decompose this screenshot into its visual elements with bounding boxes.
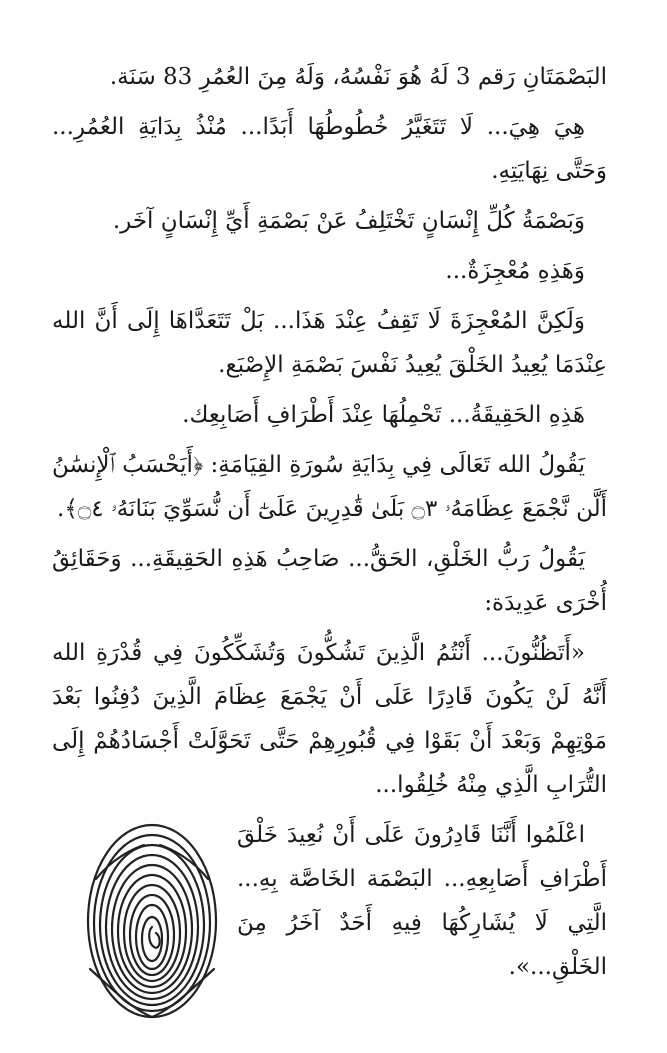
paragraph-8: يَقُولُ رَبُّ الخَلْقِ، الحَقُّ... صَاحِبُ هَذِهِ الحَقِيقَةِ... وَحَقَائِقُ أُخْرَى عَدِيدَة:: [52, 546, 607, 616]
paragraph-10: اعْلَمُوا أَنَّنَا قَادِرُونَ عَلَى أَنْ نُعِيدَ خَلْقَ أَطْرَافِ أَصَابِعِهِ... البَصْمَة الخَاصَّة بِهِ... الَّتِي لَا يُشَارِكُهَا فِيهِ أَحَدٌ آخَرُ مِنَ الخَلْقِ...».: [237, 822, 607, 980]
paragraph-9: «أَتَظُنُّونَ... أَنْتُمُ الَّذِينَ تَشُكُّونَ وَتُشَكِّكُونَ فِي قُدْرَةِ الله أَنَّهُ لَنْ يَكُونَ قَادِرًا عَلَى أَنْ يَجْمَعَ عِظَامَ الَّذِينَ دُفِنُوا بَعْدَ مَوْتِهِمْ وَبَعْدَ أَنْ بَقَوْا فِي قُبُورِهِمْ حَتَّى تَحَوَّلَتْ أَجْسَادُهُمْ إِلَى التُّرَابِ الَّذِي مِنْهُ خُلِقُوا...: [52, 640, 607, 798]
paragraph-3: وَبَصْمَةُ كُلِّ إِنْسَانٍ تَخْتَلِفُ عَنْ بَصْمَةِ أَيِّ إِنْسَانٍ آخَر.: [112, 208, 585, 234]
paragraph-6: هَذِهِ الحَقِيقَةُ... تَحْمِلُهَا عِنْدَ أَطْرَافِ أَصَابِعِك.: [182, 402, 585, 428]
fingerprint-block: [52, 813, 607, 1053]
paragraph-2: هِيَ هِيَ... لَا تَتَغَيَّرُ خُطُوطُهَا أَبَدًا... مُنْذُ بِدَايَةِ العُمُرِ... وَحَتَّى نِهَايَتِهِ.: [52, 114, 607, 184]
paragraph-5: وَلَكِنَّ المُعْجِزَةَ لَا تَقِفُ عِنْدَ هَذَا... بَلْ تَتَعَدَّاهَا إِلَى أَنَّ الله عِنْدَمَا يُعِيدُ الخَلْقَ يُعِيدُ نَفْسَ بَصْمَةِ الإِصْبَع.: [52, 308, 607, 378]
paragraph-4: وَهَذِهِ مُعْجِزَةٌ...: [445, 258, 585, 284]
paragraph-7: [52, 443, 607, 531]
fingerprint-icon: [82, 819, 222, 1024]
paragraph-1: البَصْمَتَانِ رَقم 3 لَهُ هُوَ نَفْسُهُ، وَلَهُ مِنَ العُمُرِ 83 سَنَة.: [109, 64, 607, 90]
quran-end: .: [57, 496, 65, 522]
page-text: [52, 55, 607, 1053]
quran-intro: يَقُولُ الله تَعَالَى فِي بِدَايَةِ سُورَةِ القِيَامَةِ:: [203, 452, 585, 478]
quran-verse: ﴿أَيَحْسَبُ ٱلْإِنسَٰنُ أَلَّن نَّجْمَعَ عِظَامَهُۥ ۝٣ بَلَىٰ قَٰدِرِينَ عَلَىٰٓ أَن نُّسَوِّيَ بَنَانَهُۥ ۝٤﴾: [52, 452, 607, 522]
